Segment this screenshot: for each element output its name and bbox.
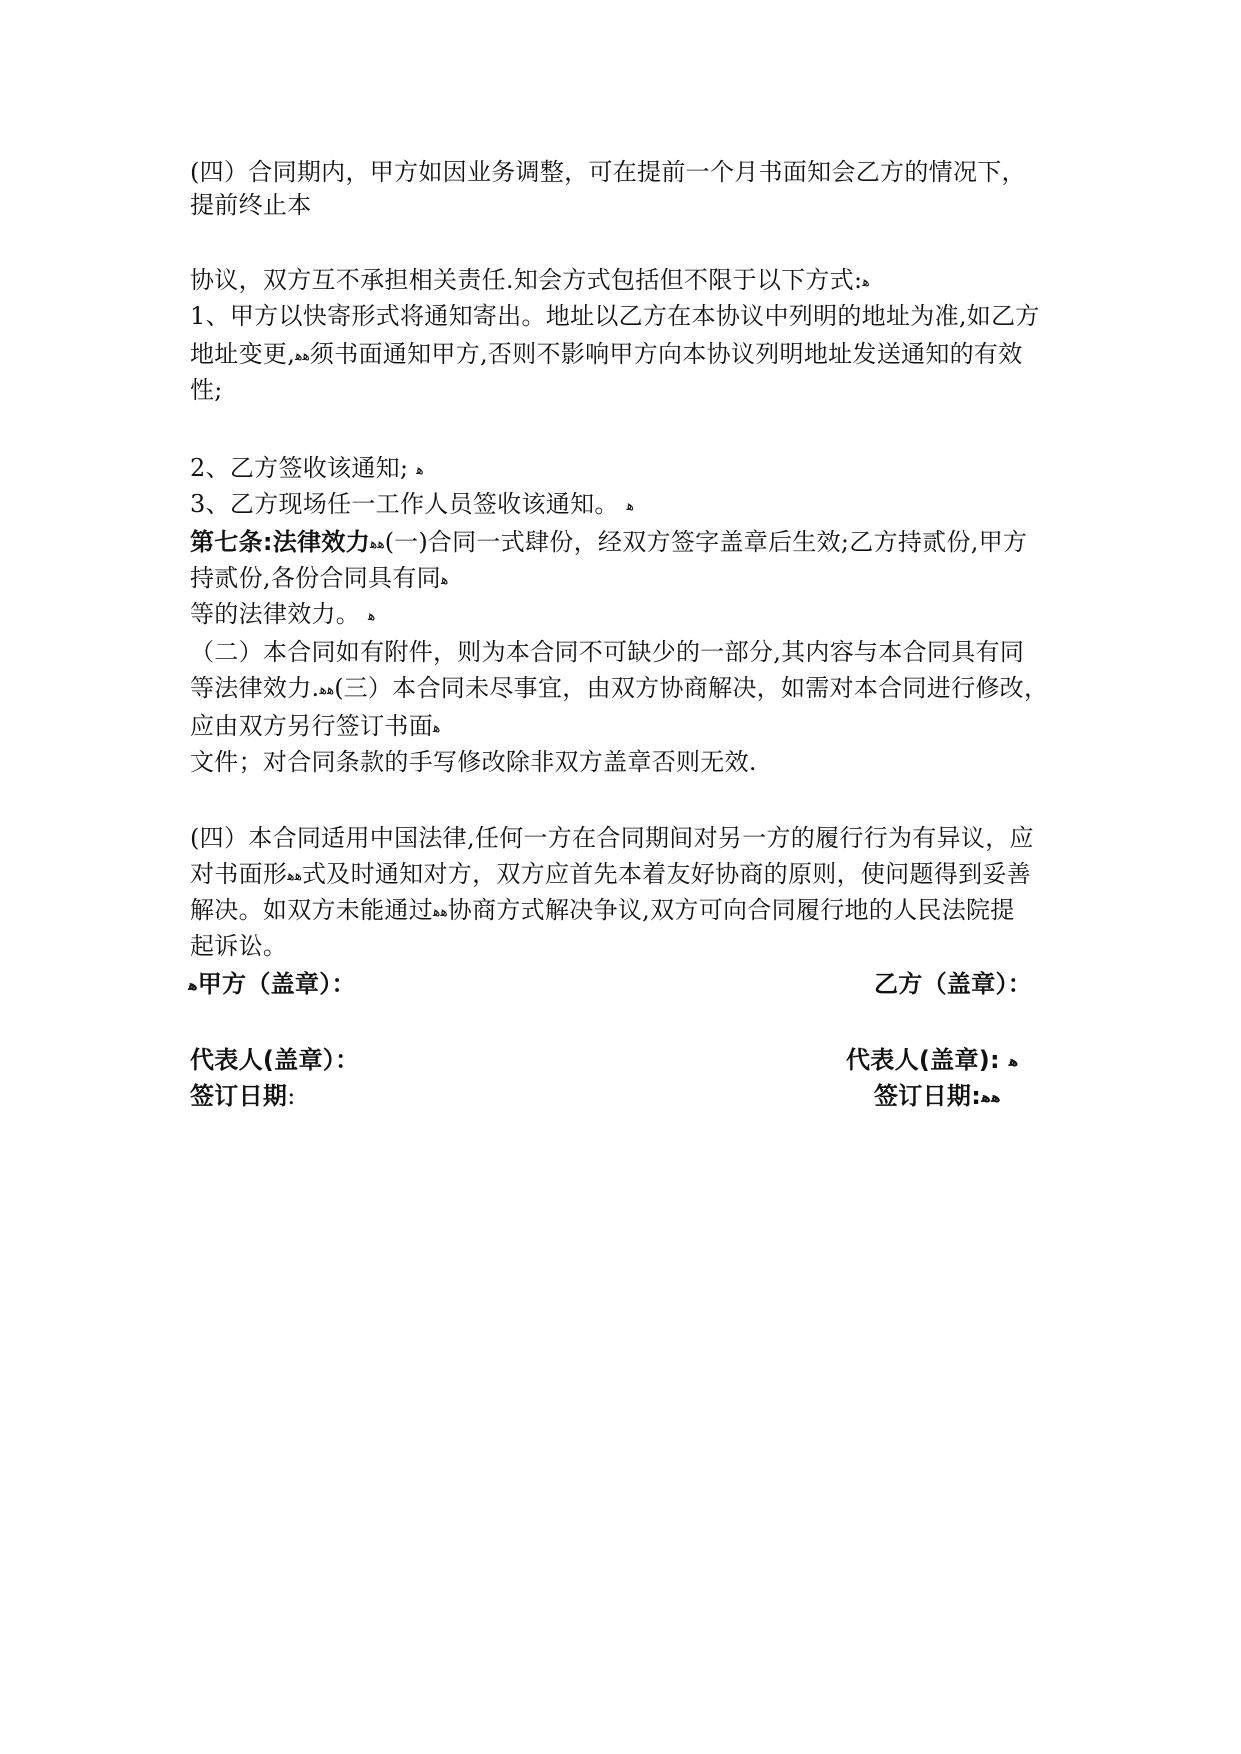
article7-line1 (190, 526, 1027, 560)
rep-a: 代表人(盖章）： (190, 1046, 360, 1074)
item1-line3: 性; (190, 376, 223, 404)
article7-line1-text: (一)合同一式肆份，经双方签字盖章后生效;乙方持贰份,甲方 (384, 528, 1028, 556)
article7-sub3-line2-text: 应由双方另行签订书面 (190, 712, 433, 740)
paragraph-mark: ﻫ (433, 720, 441, 736)
party-a-seal (188, 968, 356, 1002)
article7-title: 第七条:法律效力 (190, 528, 370, 556)
item1-line1: 1、甲方以快寄形式将通知寄出。地址以乙方在本协议中列明的地址为准,如乙方 (190, 302, 1040, 330)
article7-sub3-line2 (190, 710, 440, 744)
article7-line3 (190, 598, 375, 632)
article7-sub4-line4: 起诉讼。 (190, 932, 288, 960)
paragraph-mark: ﻫﻫ (319, 682, 335, 698)
clause4-line3 (190, 264, 870, 298)
article7-sub2-line2 (190, 672, 1048, 706)
article7-sub3-line3: 文件；对合同条款的手写修改除非双方盖章否则无效. (190, 748, 757, 776)
party-b-seal: 乙方（盖章）： (874, 970, 1033, 998)
rep-b-label: 代表人(盖章): (846, 1046, 1000, 1074)
article7-sub4-line3b: 协商方式解决争议,双方可向合同履行地的人民法院提 (447, 896, 1015, 924)
clause4-line3-text: 协议，双方互不承担相关责任.知会方式包括但不限于以下方式: (190, 266, 863, 294)
date-a-colon: : (287, 1082, 296, 1110)
article7-line2 (190, 562, 448, 596)
date-b-label: 签订日期: (874, 1082, 982, 1110)
item3-text: 3、乙方现场任一工作人员签收该通知。 (190, 490, 619, 518)
paragraph-mark: ﻫ (1008, 1054, 1019, 1070)
date-b (874, 1080, 1001, 1114)
item1-line2b: 须书面通知甲方,否则不影响甲方向本协议列明地址发送通知的有效 (309, 340, 1023, 368)
article7-line3-text: 等的法律效力。 (190, 600, 361, 628)
article7-sub2-line2b: (三）本合同未尽事宜，由双方协商解决，如需对本合同进行修改， (334, 674, 1049, 702)
item2-text: 2、乙方签收该通知; (190, 454, 409, 482)
article7-sub4-line1: (四）本合同适用中国法律,任何一方在合同期间对另一方的履行行为有异议，应 (190, 824, 1034, 852)
date-a (190, 1080, 296, 1112)
paragraph-mark: ﻫ (368, 608, 376, 624)
article7-sub2-line1: （二）本合同如有附件，则为本合同不可缺少的一部分,其内容与本合同具有同 (190, 638, 1025, 666)
article7-sub4-line3a: 解决。如双方未能通过 (190, 896, 433, 924)
item1-line2 (190, 338, 1023, 372)
paragraph-mark: ﻫﻫ (295, 348, 310, 364)
article7-sub4-line3 (190, 894, 1015, 928)
item2 (190, 452, 424, 486)
paragraph-mark: ﻫﻫ (433, 904, 448, 920)
clause4-line1: (四）合同期内，甲方如因业务调整，可在提前一个月书面知会乙方的情况下， (190, 158, 1026, 186)
item3 (190, 488, 634, 522)
clause4-line2: 提前终止本 (190, 191, 312, 219)
article7-line2-text: 持贰份,各份合同具有同 (190, 564, 441, 592)
article7-sub4-line2a: 对书面形 (190, 860, 288, 888)
item1-line2a: 地址变更, (190, 340, 296, 368)
paragraph-mark: ﻫ (188, 978, 198, 994)
paragraph-mark: ﻫ (416, 462, 424, 478)
paragraph-mark: ﻫﻫ (370, 536, 385, 552)
article7-sub4-line2b: 式及时通知对方，双方应首先本着友好协商的原则，使问题得到妥善 (301, 860, 1031, 888)
paragraph-mark: ﻫﻫ (981, 1090, 1001, 1106)
party-a-seal-label: 甲方（盖章）： (197, 970, 356, 998)
paragraph-mark: ﻫ (440, 572, 449, 588)
paragraph-mark: ﻫﻫ (287, 868, 302, 884)
article7-sub2-line2a: 等法律效力. (190, 674, 320, 702)
rep-b (846, 1044, 1018, 1078)
paragraph-mark: ﻫ (626, 498, 634, 514)
article7-sub4-line2 (190, 858, 1031, 892)
date-a-label: 签订日期 (190, 1082, 288, 1110)
paragraph-mark: ﻫ (862, 274, 870, 290)
